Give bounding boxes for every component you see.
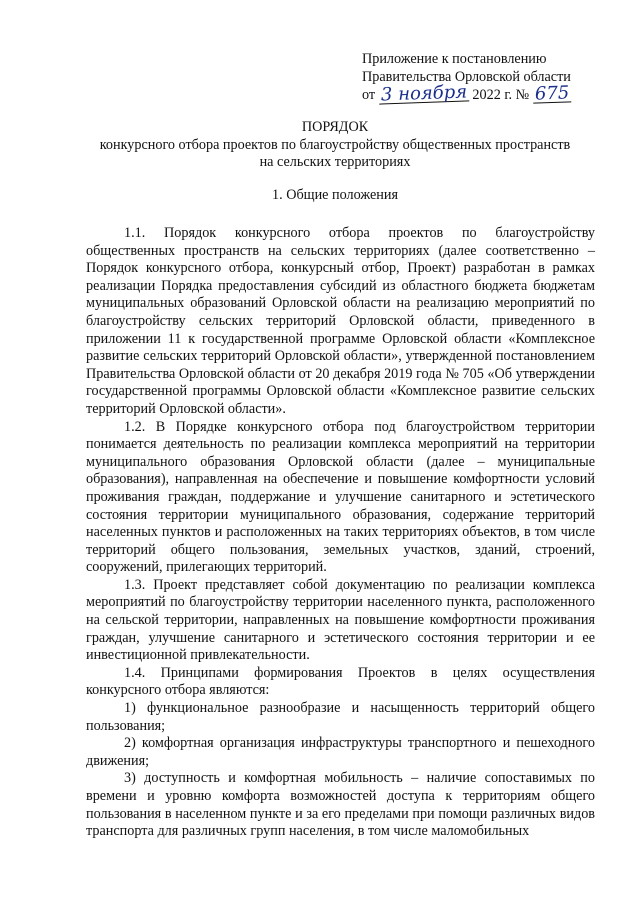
appendix-line-2: Правительства Орловской области [362,68,571,85]
document-body [86,225,595,841]
handwritten-date: 3 ноября [380,81,468,106]
document-title [80,119,590,172]
list-item-1: 1) функциональное разнообразие и насыщенность территорий общего пользования; [86,700,595,734]
paragraph-1-4: 1.4. Принципами формирования Проектов в целях осуществления конкурсного отбора являются: [86,664,595,699]
paragraph-1-3: 1.3. Проект представляет собой документацию по реализации комплекса мероприятий по благоустройству территории населенного пункта, расположенного на сельской территории, направленных на повышение комфортности проживания граждан, улучшение санитарного и эстетического состояния территории и ее инвестиционной привлекательности. [86,576,595,664]
paragraph-1-1: 1.1. Порядок конкурсного отбора проектов по благоустройству общественных пространств на сельских территориях (далее соответственно – Порядок конкурсного отбора, конкурсный отбор, Проект) разработан в рамках реализации Порядка предоставления субсидий из областного бюджета бюджетам муниципальных образований Орловской области на реализацию мероприятий по благоустройству сельских территорий Орловской области, приведенного в приложении 11 к государственной программе Орловской области «Комплексное развитие сельских территорий Орловской области», утвержденной постановлением Правительства Орловской области от 20 декабря 2019 года № 705 «Об утверждении государственной программы Орловской области «Комплексное развитие сельских территорий Орловской области». [86,225,595,417]
appendix-line-1: Приложение к постановлению [362,51,547,67]
title-heading: ПОРЯДОК [301,119,369,135]
appendix-note [362,51,602,105]
appendix-line-3 [362,81,602,106]
title-subheading-2: на сельских территориях [259,154,411,171]
list-item-3: 3) доступность и комфортная мобильность – наличие сопоставимых по времени и уровню комфорта возможностей доступа к территориям общего пользования в населенном пункте и за его пределами при помощи различных видов транспорта для различных групп населения, в том числе маломобильных [86,770,595,840]
appendix-from-label: от [362,87,376,104]
appendix-year: 2022 г. № [472,87,530,104]
section-title: 1. Общие положения [272,187,398,203]
handwritten-number: 675 [534,82,570,105]
paragraph-1-2: 1.2. В Порядке конкурсного отбора под благоустройством территории понимается деятельность по реализации комплекса мероприятий на территории муниципального образования Орловской области (далее – муниципальные образования), направленная на обеспечение и повышение комфортности условий проживания граждан, поддержание и улучшение санитарного и эстетического состояния территории муниципального образования, содержание территорий населенных пунктов и расположенных на таких территориях объектов, в том числе территорий общего пользования, земельных участков, зданий, строений, сооружений, прилегающих территорий. [86,418,595,576]
list-item-2: 2) комфортная организация инфраструктуры транспортного и пешеходного движения; [86,735,595,769]
title-subheading-1: конкурсного отбора проектов по благоустройству общественных пространств [99,136,571,153]
